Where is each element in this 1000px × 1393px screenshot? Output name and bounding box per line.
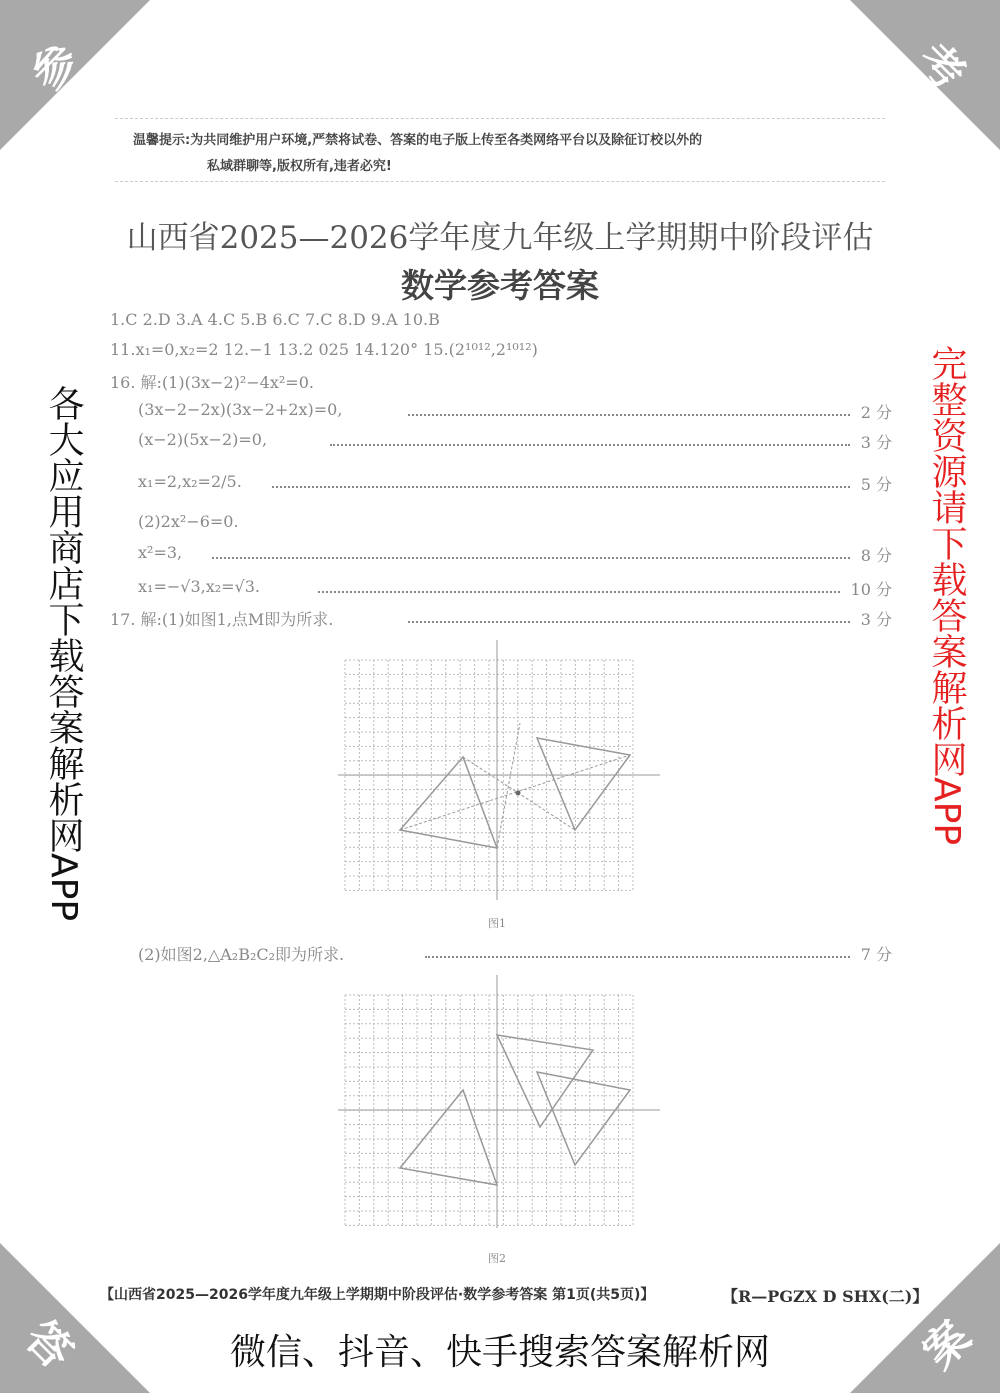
page-title: 山西省2025—2026学年度九年级上学期期中阶段评估 [126,220,874,256]
figure-1-grid [330,635,670,910]
figure-2-caption: 图2 [488,1252,506,1265]
triangle-abc [400,757,497,848]
watermark-3: 微信、抖音、快手搜索答案解析网 [230,1332,771,1373]
corner-text-bl: 答 [15,1311,83,1379]
q16-score: 3 分 [860,433,892,452]
figure-2-grid [330,970,670,1235]
corner-text-tr: 考 [907,33,975,101]
q17-part1: 17. 解:(1)如图1,点M即为所求. [110,610,334,629]
q17-score2: 7 分 [860,945,892,964]
q16-score: 2 分 [860,403,892,422]
q17-score1: 3 分 [860,610,892,629]
footer-left: 【山西省2025—2026学年度九年级上学期期中阶段评估·数学参考答案 第1页(共5页)】 [100,1287,655,1303]
notice-line1: 温馨提示:为共同维护用户环境,严禁将试卷、答案的电子版上传至各类网络平台以及除征订校以外的 [133,133,703,148]
watermark-1: 各大应用商店下载答案解析网APP [43,385,84,922]
answers-row-1: 1.C 2.D 3.A 4.C 5.B 6.C 7.C 8.D 9.A 10.B [110,310,440,329]
footer-right: 【R—PGZX D SHX(二)】 [722,1287,929,1306]
triangle-a1b1c1 [537,1072,630,1165]
notice-line2: 私域群聊等,版权所有,违者必究! [207,159,392,174]
triangle-abc [400,1090,497,1185]
q16-step: x₁=−√3,x₂=√3. [138,577,261,596]
q16-step: (2)2x²−6=0. [138,512,239,531]
q16-step: x²=3, [138,543,183,562]
corner-text-br: 案 [913,1311,981,1379]
q16-head: 16. 解:(1)(3x−2)²−4x²=0. [110,373,314,392]
q17-part2: (2)如图2,△A₂B₂C₂即为所求. [138,945,345,964]
figure-1-caption: 图1 [488,917,506,930]
page-subtitle: 数学参考答案 [401,266,599,305]
q16-step: (3x−2−2x)(3x−2+2x)=0, [138,400,343,419]
q16-score: 5 分 [860,475,892,494]
q16-step: x₁=2,x₂=2/5. [138,472,242,491]
triangle-a1b1c1 [537,738,630,830]
notice-box [115,118,885,182]
q16-score: 10 分 [850,580,892,599]
q16-step: (x−2)(5x−2)=0, [138,430,268,449]
answers-row-2: 11.x₁=0,x₂=2 12.−1 13.2 025 14.120° 15.(2¹⁰¹²,2¹⁰¹²) [110,340,538,359]
point-m [516,791,521,796]
corner-text-tl: 参 [21,33,89,101]
watermark-2: 完整资源请下载答案解析网APP [926,345,967,846]
q16-score: 8 分 [860,546,892,565]
